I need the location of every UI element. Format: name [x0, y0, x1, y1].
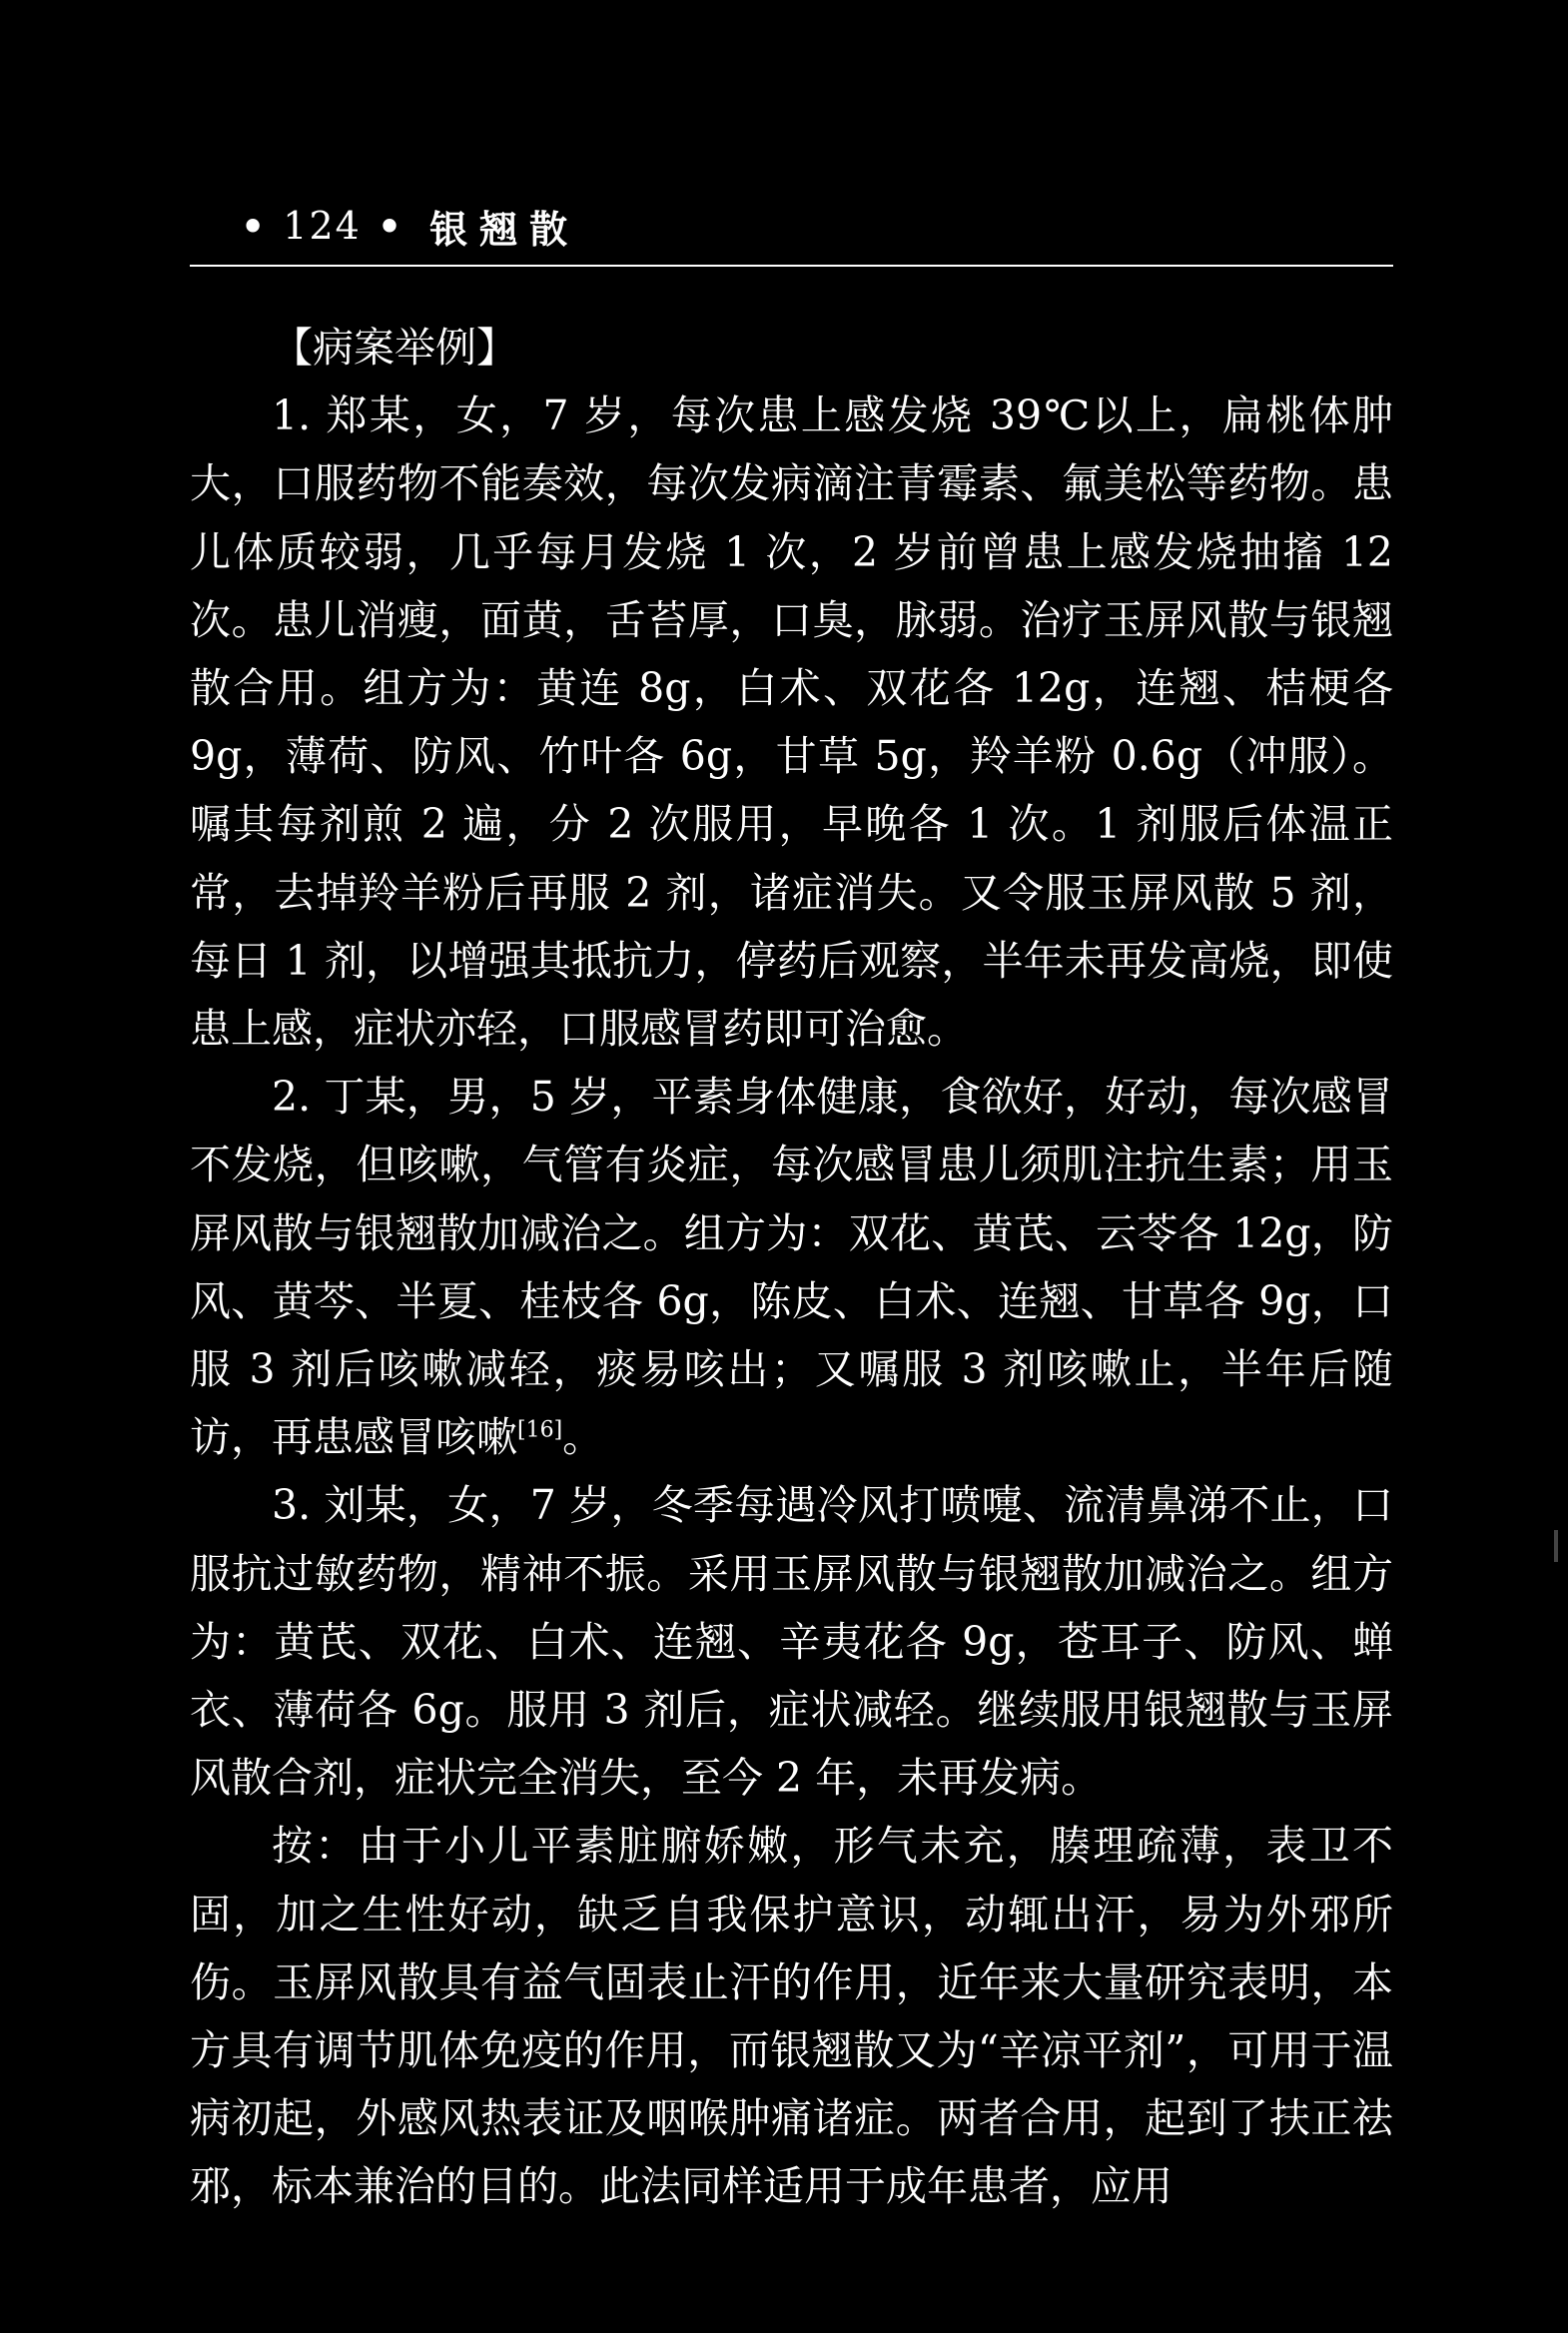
citation-reference: [16]: [517, 1417, 563, 1443]
case-2-end: 。: [562, 1413, 604, 1462]
case-1-paragraph: 1. 郑某，女，7 岁，每次患上感发烧 39℃以上，扁桃体肿大，口服药物不能奏效，每次发病滴注青霉素、氟美松等药物。患儿体质较弱，几乎每月发烧 1 次，2 岁前曾患上感发烧抽搐 12 次。患儿消瘦，面黄，舌苔厚，口臭，脉弱。治疗玉屏风散与银翘散合用。组方为：黄连 8g，白术、双花各 12g，连翘、桔梗各 9g，薄荷、防风、竹叶各 6g，甘草 5g，羚羊粉 0.6g（冲服）。嘱其每剂煎 2 遍，分 2 次服用，早晚各 1 次。1 剂服后体温正常，去掉羚羊粉后再服 2 剂，诸症消失。又令服玉屏风散 5 剂，每日 1 剂，以增强其抵抗力，停药后观察，半年未再发高烧，即使患上感，症状亦轻，口服感冒药即可治愈。: [190, 391, 1393, 1054]
case-2-paragraph: [190, 1063, 1393, 1471]
separator-dot-left: •: [241, 203, 268, 249]
case-2-text: 2. 丁某，男，5 岁，平素身体健康，食欲好，好动，每次感冒不发烧，但咳嗽，气管有炎症，每次感冒患儿须肌注抗生素；用玉屏风散与银翘散加减治之。组方为：双花、黄芪、云苓各 12g，防风、黄芩、半夏、桂枝各 6g，陈皮、白术、连翘、甘草各 9g，口服 3 剂后咳嗽减轻，痰易咳出；又嘱服 3 剂咳嗽止，半年后随访，再患感冒咳嗽: [190, 1073, 1393, 1462]
page-number: 124: [283, 204, 362, 248]
commentary-paragraph: 按：由于小儿平素脏腑娇嫩，形气未充，腠理疏薄，表卫不固，加之生性好动，缺乏自我保护意识，动辄出汗，易为外邪所伤。玉屏风散具有益气固表止汗的作用，近年来大量研究表明，本方具有调节肌体免疫的作用，而银翘散又为“辛凉平剂”，可用于温病初起，外感风热表证及咽喉肿痛诸症。两者合用，起到了扶正祛邪，标本兼治的目的。此法同样适用于成年患者，应用: [190, 1822, 1393, 2211]
header-rule: [190, 265, 1393, 267]
case-3-paragraph: 3. 刘某，女，7 岁，冬季每遇冷风打喷嚏、流清鼻涕不止，口服抗过敏药物，精神不振。采用玉屏风散与银翘散加减治之。组方为：黄芪、双花、白术、连翘、辛夷花各 9g，苍耳子、防风、蝉衣、薄荷各 6g。服用 3 剂后，症状减轻。继续服用银翘散与玉屏风散合剂，症状完全消失，至今 2 年，未再发病。: [190, 1481, 1393, 1803]
scan-edge-mark: [1554, 1530, 1558, 1562]
body-text: [190, 314, 1393, 2221]
running-head-title: 银翘散: [429, 206, 580, 252]
running-head: [225, 196, 579, 256]
section-heading: 【病案举例】: [272, 324, 517, 372]
separator-dot-right: •: [377, 203, 404, 249]
